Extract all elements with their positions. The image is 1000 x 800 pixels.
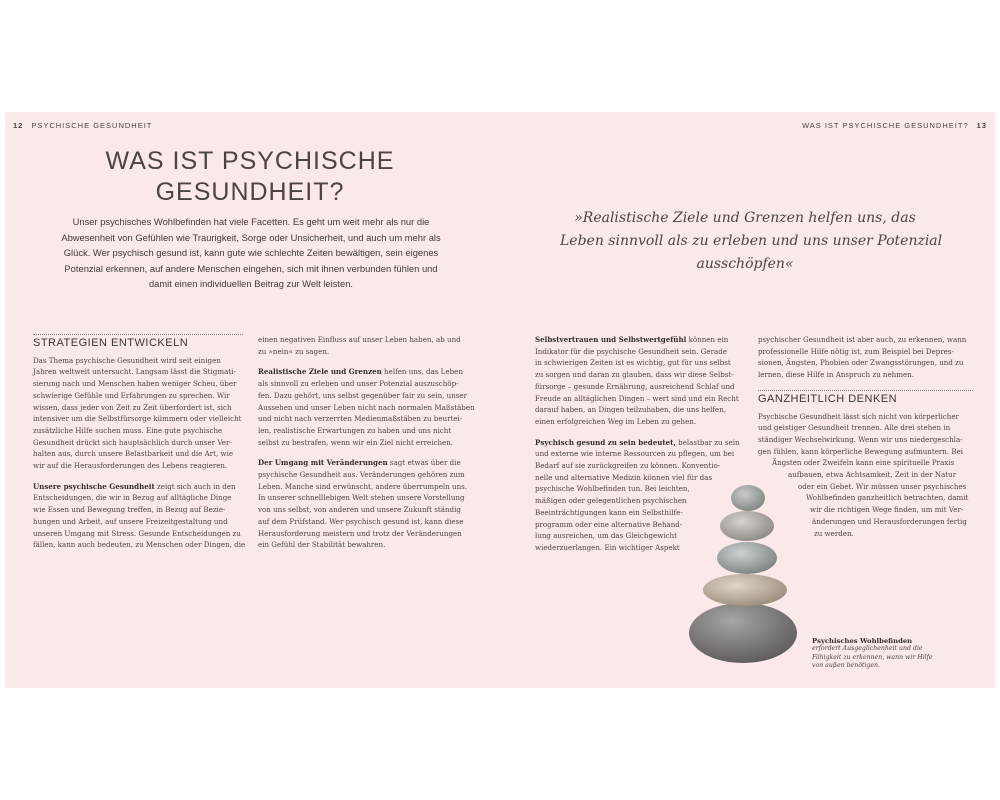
text-line: änderungen und Herausforderungen fertig (812, 516, 967, 526)
lead-in-rest: können ein (686, 335, 729, 344)
text-line: unseren Umgang mit Stress. Gesunde Entscheidungen zu (33, 528, 241, 538)
text-line: zusätzliche Hilfe suchen muss. Eine gute psychische (33, 425, 223, 435)
text-line: nelle und alternative Medizin können viel für das (535, 472, 713, 482)
text-line: programm oder eine alternative Behand- (535, 519, 683, 529)
text-line: Wohlbefinden ganzheitlich betrachten, damit (806, 493, 969, 503)
text-line (258, 366, 473, 378)
text-column-2 (258, 334, 473, 551)
text-line: In unserer schnelllebigen Welt stehen unsere Vorstellung (258, 493, 465, 503)
text-line: schwierige Gefühle und Erfahrungen zu sprechen. Wir (33, 390, 230, 400)
text-line: fürsorge – gesunde Ernährung, ausreichend Schlaf und (535, 381, 735, 391)
text-line: wiederzuerlangen. Ein wichtiger Aspekt (535, 542, 680, 552)
intro-line: Abwesenheit von Gefühlen wie Traurigkeit, Sorge oder Unsicherheit, und auch um mehr als (61, 231, 441, 243)
caption-title: Psychisches Wohlbefinden (812, 637, 913, 645)
left-running-head (13, 121, 152, 130)
text-line: professionelle Hilfe nötig ist, zum Beispiel bei Depres- (758, 346, 954, 356)
lead-in-bold: Der Umgang mit Veränderungen (258, 458, 388, 468)
pull-quote (560, 207, 943, 276)
text-line: Aussehen und unser Leben nicht nach normalen Maßstäben (258, 402, 475, 412)
text-line: in schwierigen Zeiten ist es wichtig, gut für uns selbst (535, 358, 731, 368)
stone-4 (703, 574, 787, 606)
right-running-head-text: WAS IST PSYCHISCHE GESUNDHEIT? (801, 121, 969, 130)
text-line: Bedarf auf sie zurückgreifen zu können. Konventio- (535, 461, 721, 471)
text-line: auf dem Prüfstand. Wer psychisch gesund ist, kann diese (258, 516, 464, 526)
quote-line: »Realistische Ziele und Grenzen helfen uns, das (574, 210, 916, 226)
text-line: und geistiger Gesundheit trennen. Alle drei stehen in (758, 423, 951, 433)
stacked-stones-illustration (685, 477, 805, 667)
caption-line: erfordert Ausgeglichenheit und die (812, 645, 923, 653)
paragraph (258, 457, 473, 551)
text-line: Herausforderung meistern und trotz der Veränderungen (258, 528, 462, 538)
quote-line: Leben sinnvoll als zu erleben und uns unser Potenzial (560, 233, 943, 249)
text-line: intensiver um die Selbstfürsorge kümmern oder vielleicht (33, 414, 242, 424)
paragraph (758, 334, 973, 381)
stone-3 (717, 542, 777, 574)
intro-line: Glück. Wer psychisch gesund ist, kann gute wie schlechte Zeiten bewältigen, sein eigenes (63, 247, 439, 259)
text-line: und nicht nach verzerrten Medienmaßstäben zu beurtei- (258, 414, 463, 424)
text-line (33, 481, 243, 493)
text-line: Indikator für die psychische Gesundheit sein. Gerade (535, 346, 727, 356)
text-line: Gesundheit drückt sich hauptsächlich durch unser Ver- (33, 437, 232, 447)
paragraph (258, 334, 473, 357)
intro-line: Potenzial erkennen, auf andere Menschen eingehen, sich mit ihnen verbunden fühlen und (64, 262, 438, 274)
right-page-number: 13 (976, 121, 987, 130)
text-line: von uns selbst, von anderen und unsere Zukunft ständig (258, 505, 461, 515)
text-line: gen fühlen, kann körperliche Bewegung aufmuntern. Bei (758, 446, 964, 456)
text-column-1 (33, 334, 246, 551)
quote-line: ausschöpfen« (696, 256, 794, 272)
text-line: einen negativen Einfluss auf unser Leben haben, ab und (258, 335, 461, 344)
text-line: selbst zu bestrafen, wenn wir ein Ziel nicht erreichen. (258, 437, 454, 447)
text-line: Leben. Manche sind erwünscht, andere überrumpeln uns. (258, 481, 468, 491)
text-line: einen erfolgreichen Weg im Leben zu gehen. (535, 416, 697, 426)
lead-in-rest: belastbar zu sein (675, 437, 740, 447)
page-title (65, 146, 435, 208)
text-line: ständiger Wechselwirkung. Wenn wir uns niedergeschla- (758, 434, 963, 444)
text-line: psychischer Gesundheit ist aber auch, zu erkennen, wann (758, 335, 967, 344)
text-line: Freude an alltäglichen Dingen – wert sind und ein Recht (535, 393, 739, 403)
text-line: oder ein Gebet. Wir müssen unser psychisches (798, 481, 967, 491)
paragraph (258, 366, 473, 448)
text-line: Jahren weltweit untersucht. Langsam lässt die Stigmati- (33, 367, 236, 377)
paragraph (33, 481, 246, 551)
text-line: und externe wie interne Ressourcen zu pflegen, um bei (535, 449, 735, 459)
stone-2 (720, 511, 774, 541)
text-line: als sinnvoll zu erleben und unser Potenzial auszuschöp- (258, 379, 459, 389)
paragraph (33, 355, 243, 472)
text-line: darauf haben, an Dingen teilzuhaben, die uns helfen, (535, 405, 727, 415)
text-line: sionen, Ängsten, Phobien oder Zwangsstörungen, und zu (758, 358, 964, 368)
left-page-number: 12 (13, 121, 24, 130)
stone-top (731, 485, 765, 511)
text-line: zu sorgen und daran zu glauben, dass wir diese Selbst- (535, 370, 734, 380)
section-heading-strategien: STRATEGIEN ENTWICKELN (33, 334, 243, 350)
lead-in-bold: Selbstvertrauen und Selbstwertgefühl (535, 335, 687, 344)
text-line (535, 334, 745, 346)
text-line: ein Gefühl der Stabilität bewahren. (258, 540, 386, 550)
text-line: Entscheidungen, die wir in Bezug auf alltägliche Dinge (33, 493, 232, 503)
text-line: Beeinträchtigungen kann ein Selbsthilfe- (535, 507, 683, 517)
text-line: psychische Gesundheit aus. Veränderungen gehören zum (258, 470, 465, 480)
lead-in-rest: helfen uns, das Leben (381, 367, 463, 377)
right-running-head (802, 121, 987, 130)
intro-line: Unser psychisches Wohlbefinden hat viele Facetten. Es geht um weit mehr als nur die (72, 216, 430, 227)
left-running-head-text: PSYCHISCHE GESUNDHEIT (31, 121, 153, 130)
text-line: hungen und Arbeit, auf unsere Freizeitgestaltung und (33, 516, 228, 526)
intro-paragraph (45, 214, 457, 292)
book-spread (5, 112, 995, 688)
text-line: halten aus, durch unsere Belastbarkeit und die Art, wie (33, 449, 234, 459)
text-line (535, 437, 745, 449)
text-line: wir die richtigen Wege finden, um mit Ver- (810, 505, 964, 515)
text-line: zu »nein« zu sagen. (258, 346, 330, 356)
text-line: fällen, kann auch bedeuten, zu Menschen oder Dingen, die (33, 540, 246, 550)
text-line: Ängsten oder Zweifeln kann eine spirituelle Praxis (772, 458, 955, 468)
text-line: fen. Dazu gehört, uns selbst gegenüber fair zu sein, unser (258, 390, 468, 400)
lead-in-bold: Psychisch gesund zu sein bedeutet, (535, 437, 676, 447)
caption-line: von außen benötigen. (812, 661, 880, 669)
section-heading-ganzheitlich: GANZHEITLICH DENKEN (758, 390, 973, 406)
lead-in-bold: Unsere psychische Gesundheit (33, 481, 155, 491)
text-line: Psychische Gesundheit lässt sich nicht von körperlicher (758, 411, 959, 421)
text-line: wissen, dass jeder von Zeit zu Zeit überfordert ist, sich (33, 402, 232, 412)
text-line: wie Essen und Bewegung treffen, in Bezug auf Bezie- (33, 505, 226, 515)
text-line: lung ausreichen, um das Gleichgewicht (535, 531, 677, 541)
text-line: zu werden. (814, 528, 854, 538)
text-line: aufbauen, etwa Achtsamkeit, Zeit in der Natur (788, 470, 957, 480)
title-line: WAS IST PSYCHISCHE (105, 147, 395, 175)
text-line: psychische Wohlbefinden tun. Bei leichten, (535, 484, 690, 494)
text-line: lernen, diese Hilfe in Anspruch zu nehmen. (758, 370, 914, 380)
intro-line: damit einen individuellen Beitrag zur Welt leisten. (148, 278, 354, 290)
text-line (258, 457, 473, 469)
text-line: wir auf die Herausforderungen des Lebens reagieren. (33, 461, 228, 471)
image-caption (812, 637, 962, 670)
lead-in-rest: zeigt sich auch in den (154, 481, 236, 491)
stone-bottom (689, 603, 797, 663)
title-line: GESUNDHEIT? (155, 178, 345, 206)
lead-in-bold: Realistische Ziele und Grenzen (258, 367, 382, 377)
lead-in-rest: sagt etwas über die (387, 458, 461, 468)
text-line: len, realistische Erwartungen zu haben und uns nicht (258, 425, 452, 435)
text-line: mäßigen oder gelegentlichen psychischen (535, 496, 687, 506)
paragraph (535, 334, 745, 428)
caption-line: Fähigkeit zu erkennen, wann wir Hilfe (812, 653, 933, 661)
text-line: sierung nach und Menschen haben weniger Scheu, über (33, 379, 237, 389)
text-line: Das Thema psychische Gesundheit wird seit einigen (33, 355, 221, 365)
